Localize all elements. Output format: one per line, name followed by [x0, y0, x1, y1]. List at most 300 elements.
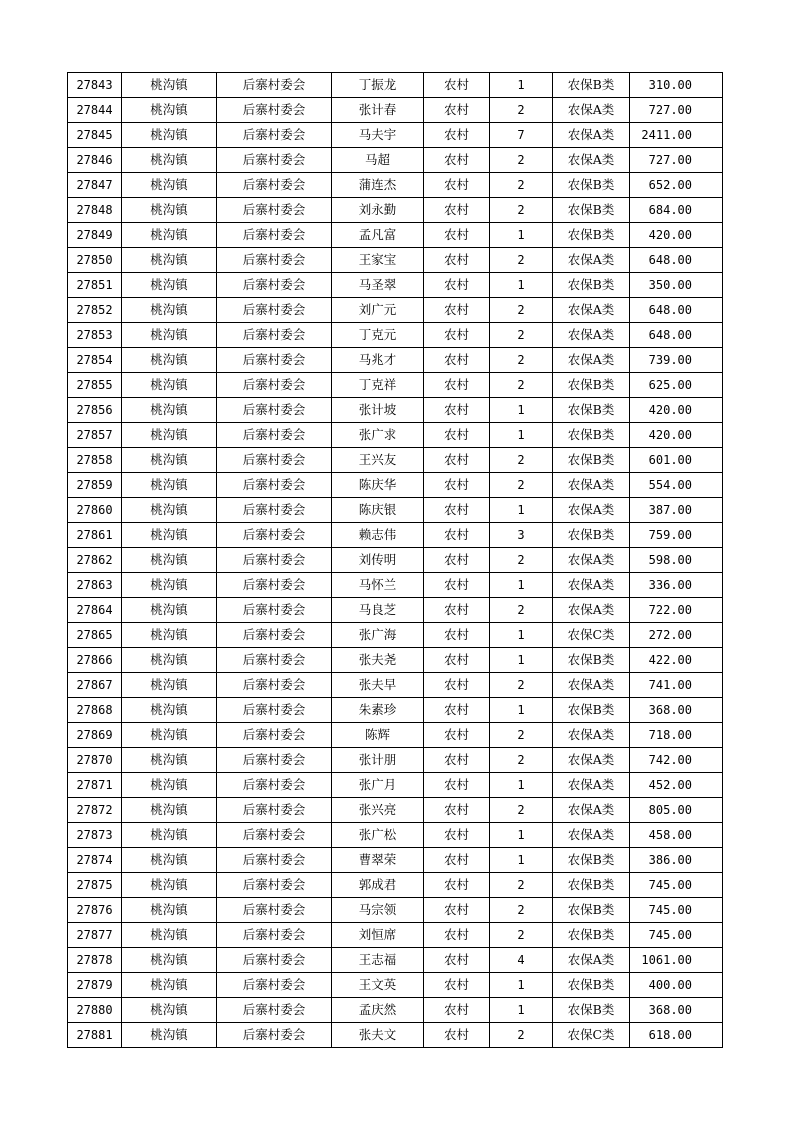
- cell-area-type: 农村: [424, 423, 490, 448]
- cell-record-id: 27877: [68, 923, 122, 948]
- cell-person-name: 郭成君: [332, 873, 424, 898]
- cell-person-name: 朱素珍: [332, 698, 424, 723]
- cell-village-committee: 后寨村委会: [217, 173, 332, 198]
- table-row: [68, 173, 723, 198]
- cell-household-count: 2: [490, 198, 553, 223]
- benefit-table: [67, 72, 723, 1048]
- table-row: [68, 798, 723, 823]
- cell-record-id: 27869: [68, 723, 122, 748]
- cell-amount: 648.00: [630, 323, 723, 348]
- table-row: [68, 573, 723, 598]
- table-row: [68, 548, 723, 573]
- cell-amount: 727.00: [630, 148, 723, 173]
- cell-insurance-category: 农保B类: [553, 648, 630, 673]
- cell-record-id: 27874: [68, 848, 122, 873]
- cell-amount: 400.00: [630, 973, 723, 998]
- cell-area-type: 农村: [424, 273, 490, 298]
- cell-insurance-category: 农保B类: [553, 873, 630, 898]
- cell-village-committee: 后寨村委会: [217, 823, 332, 848]
- cell-household-count: 2: [490, 348, 553, 373]
- cell-village-committee: 后寨村委会: [217, 673, 332, 698]
- cell-area-type: 农村: [424, 298, 490, 323]
- cell-amount: 452.00: [630, 773, 723, 798]
- cell-village-committee: 后寨村委会: [217, 123, 332, 148]
- cell-area-type: 农村: [424, 698, 490, 723]
- cell-town: 桃沟镇: [122, 373, 217, 398]
- cell-insurance-category: 农保B类: [553, 698, 630, 723]
- cell-village-committee: 后寨村委会: [217, 748, 332, 773]
- cell-person-name: 马良芝: [332, 598, 424, 623]
- table-row: [68, 698, 723, 723]
- cell-insurance-category: 农保A类: [553, 773, 630, 798]
- cell-person-name: 刘永勤: [332, 198, 424, 223]
- cell-person-name: 丁克元: [332, 323, 424, 348]
- cell-village-committee: 后寨村委会: [217, 623, 332, 648]
- cell-insurance-category: 农保B类: [553, 523, 630, 548]
- cell-person-name: 孟庆然: [332, 998, 424, 1023]
- cell-town: 桃沟镇: [122, 348, 217, 373]
- cell-record-id: 27881: [68, 1023, 122, 1048]
- cell-town: 桃沟镇: [122, 648, 217, 673]
- cell-area-type: 农村: [424, 248, 490, 273]
- cell-village-committee: 后寨村委会: [217, 348, 332, 373]
- table-row: [68, 1023, 723, 1048]
- cell-area-type: 农村: [424, 848, 490, 873]
- cell-record-id: 27851: [68, 273, 122, 298]
- cell-town: 桃沟镇: [122, 673, 217, 698]
- cell-person-name: 刘传明: [332, 548, 424, 573]
- cell-area-type: 农村: [424, 973, 490, 998]
- cell-insurance-category: 农保A类: [553, 473, 630, 498]
- cell-person-name: 刘广元: [332, 298, 424, 323]
- cell-insurance-category: 农保A类: [553, 673, 630, 698]
- cell-town: 桃沟镇: [122, 473, 217, 498]
- cell-insurance-category: 农保B类: [553, 898, 630, 923]
- table-row: [68, 498, 723, 523]
- cell-insurance-category: 农保A类: [553, 248, 630, 273]
- cell-village-committee: 后寨村委会: [217, 873, 332, 898]
- cell-village-committee: 后寨村委会: [217, 898, 332, 923]
- cell-record-id: 27863: [68, 573, 122, 598]
- cell-village-committee: 后寨村委会: [217, 973, 332, 998]
- cell-area-type: 农村: [424, 548, 490, 573]
- cell-insurance-category: 农保B类: [553, 923, 630, 948]
- cell-amount: 759.00: [630, 523, 723, 548]
- cell-town: 桃沟镇: [122, 898, 217, 923]
- cell-record-id: 27848: [68, 198, 122, 223]
- cell-insurance-category: 农保A类: [553, 123, 630, 148]
- cell-amount: 1061.00: [630, 948, 723, 973]
- table-row: [68, 473, 723, 498]
- cell-town: 桃沟镇: [122, 98, 217, 123]
- cell-area-type: 农村: [424, 198, 490, 223]
- cell-household-count: 2: [490, 748, 553, 773]
- cell-amount: 350.00: [630, 273, 723, 298]
- cell-insurance-category: 农保C类: [553, 623, 630, 648]
- cell-record-id: 27871: [68, 773, 122, 798]
- cell-amount: 745.00: [630, 898, 723, 923]
- cell-household-count: 1: [490, 423, 553, 448]
- table-row: [68, 123, 723, 148]
- cell-town: 桃沟镇: [122, 298, 217, 323]
- cell-town: 桃沟镇: [122, 148, 217, 173]
- cell-person-name: 张兴亮: [332, 798, 424, 823]
- cell-town: 桃沟镇: [122, 423, 217, 448]
- cell-area-type: 农村: [424, 598, 490, 623]
- cell-town: 桃沟镇: [122, 723, 217, 748]
- cell-household-count: 2: [490, 373, 553, 398]
- cell-area-type: 农村: [424, 398, 490, 423]
- cell-record-id: 27855: [68, 373, 122, 398]
- cell-area-type: 农村: [424, 348, 490, 373]
- cell-amount: 648.00: [630, 248, 723, 273]
- cell-household-count: 2: [490, 548, 553, 573]
- cell-village-committee: 后寨村委会: [217, 98, 332, 123]
- cell-household-count: 2: [490, 248, 553, 273]
- cell-amount: 601.00: [630, 448, 723, 473]
- cell-town: 桃沟镇: [122, 523, 217, 548]
- cell-area-type: 农村: [424, 373, 490, 398]
- cell-insurance-category: 农保B类: [553, 423, 630, 448]
- cell-insurance-category: 农保B类: [553, 173, 630, 198]
- cell-amount: 386.00: [630, 848, 723, 873]
- cell-record-id: 27860: [68, 498, 122, 523]
- cell-insurance-category: 农保A类: [553, 298, 630, 323]
- cell-amount: 2411.00: [630, 123, 723, 148]
- cell-insurance-category: 农保A类: [553, 798, 630, 823]
- table-row: [68, 398, 723, 423]
- cell-person-name: 丁克祥: [332, 373, 424, 398]
- cell-person-name: 蒲连杰: [332, 173, 424, 198]
- cell-household-count: 2: [490, 723, 553, 748]
- cell-town: 桃沟镇: [122, 448, 217, 473]
- cell-area-type: 农村: [424, 873, 490, 898]
- cell-village-committee: 后寨村委会: [217, 1023, 332, 1048]
- cell-household-count: 1: [490, 973, 553, 998]
- table-row: [68, 948, 723, 973]
- cell-area-type: 农村: [424, 573, 490, 598]
- cell-village-committee: 后寨村委会: [217, 698, 332, 723]
- cell-amount: 420.00: [630, 398, 723, 423]
- cell-household-count: 2: [490, 298, 553, 323]
- cell-town: 桃沟镇: [122, 873, 217, 898]
- cell-area-type: 农村: [424, 748, 490, 773]
- cell-person-name: 陈庆银: [332, 498, 424, 523]
- cell-town: 桃沟镇: [122, 1023, 217, 1048]
- cell-village-committee: 后寨村委会: [217, 398, 332, 423]
- cell-record-id: 27876: [68, 898, 122, 923]
- cell-record-id: 27865: [68, 623, 122, 648]
- cell-village-committee: 后寨村委会: [217, 323, 332, 348]
- table-row: [68, 98, 723, 123]
- table-row: [68, 73, 723, 98]
- cell-town: 桃沟镇: [122, 623, 217, 648]
- cell-amount: 420.00: [630, 223, 723, 248]
- cell-amount: 336.00: [630, 573, 723, 598]
- cell-person-name: 张计春: [332, 98, 424, 123]
- cell-town: 桃沟镇: [122, 223, 217, 248]
- table-row: [68, 998, 723, 1023]
- cell-household-count: 4: [490, 948, 553, 973]
- cell-village-committee: 后寨村委会: [217, 373, 332, 398]
- cell-person-name: 赖志伟: [332, 523, 424, 548]
- cell-town: 桃沟镇: [122, 573, 217, 598]
- cell-area-type: 农村: [424, 773, 490, 798]
- table-row: [68, 873, 723, 898]
- cell-village-committee: 后寨村委会: [217, 723, 332, 748]
- cell-record-id: 27859: [68, 473, 122, 498]
- cell-area-type: 农村: [424, 148, 490, 173]
- cell-area-type: 农村: [424, 673, 490, 698]
- cell-household-count: 2: [490, 923, 553, 948]
- cell-household-count: 2: [490, 1023, 553, 1048]
- cell-village-committee: 后寨村委会: [217, 798, 332, 823]
- cell-village-committee: 后寨村委会: [217, 273, 332, 298]
- cell-town: 桃沟镇: [122, 698, 217, 723]
- cell-area-type: 农村: [424, 98, 490, 123]
- table-row: [68, 298, 723, 323]
- table-row: [68, 748, 723, 773]
- cell-town: 桃沟镇: [122, 173, 217, 198]
- cell-town: 桃沟镇: [122, 998, 217, 1023]
- cell-area-type: 农村: [424, 448, 490, 473]
- cell-person-name: 张夫早: [332, 673, 424, 698]
- cell-town: 桃沟镇: [122, 773, 217, 798]
- table-row: [68, 148, 723, 173]
- table-row: [68, 898, 723, 923]
- cell-town: 桃沟镇: [122, 198, 217, 223]
- cell-household-count: 1: [490, 848, 553, 873]
- cell-person-name: 王文英: [332, 973, 424, 998]
- cell-town: 桃沟镇: [122, 548, 217, 573]
- cell-insurance-category: 农保A类: [553, 598, 630, 623]
- cell-household-count: 1: [490, 698, 553, 723]
- cell-insurance-category: 农保B类: [553, 198, 630, 223]
- cell-town: 桃沟镇: [122, 323, 217, 348]
- cell-town: 桃沟镇: [122, 73, 217, 98]
- table-row: [68, 923, 723, 948]
- cell-record-id: 27880: [68, 998, 122, 1023]
- table-row: [68, 448, 723, 473]
- cell-village-committee: 后寨村委会: [217, 773, 332, 798]
- cell-area-type: 农村: [424, 73, 490, 98]
- cell-person-name: 王家宝: [332, 248, 424, 273]
- table-row: [68, 248, 723, 273]
- cell-record-id: 27852: [68, 298, 122, 323]
- table-row: [68, 623, 723, 648]
- cell-amount: 458.00: [630, 823, 723, 848]
- cell-insurance-category: 农保A类: [553, 948, 630, 973]
- cell-person-name: 丁振龙: [332, 73, 424, 98]
- cell-area-type: 农村: [424, 923, 490, 948]
- table-row: [68, 648, 723, 673]
- cell-record-id: 27858: [68, 448, 122, 473]
- cell-household-count: 1: [490, 823, 553, 848]
- cell-amount: 625.00: [630, 373, 723, 398]
- cell-record-id: 27861: [68, 523, 122, 548]
- cell-area-type: 农村: [424, 223, 490, 248]
- cell-amount: 310.00: [630, 73, 723, 98]
- cell-record-id: 27866: [68, 648, 122, 673]
- cell-insurance-category: 农保A类: [553, 148, 630, 173]
- cell-town: 桃沟镇: [122, 598, 217, 623]
- cell-insurance-category: 农保A类: [553, 823, 630, 848]
- cell-person-name: 刘恒席: [332, 923, 424, 948]
- cell-person-name: 王兴友: [332, 448, 424, 473]
- cell-village-committee: 后寨村委会: [217, 548, 332, 573]
- cell-insurance-category: 农保B类: [553, 398, 630, 423]
- cell-area-type: 农村: [424, 823, 490, 848]
- cell-person-name: 张广求: [332, 423, 424, 448]
- cell-town: 桃沟镇: [122, 248, 217, 273]
- cell-person-name: 马怀兰: [332, 573, 424, 598]
- cell-village-committee: 后寨村委会: [217, 473, 332, 498]
- cell-household-count: 7: [490, 123, 553, 148]
- cell-amount: 742.00: [630, 748, 723, 773]
- cell-record-id: 27870: [68, 748, 122, 773]
- cell-record-id: 27857: [68, 423, 122, 448]
- cell-insurance-category: 农保B类: [553, 448, 630, 473]
- cell-household-count: 1: [490, 648, 553, 673]
- cell-area-type: 农村: [424, 473, 490, 498]
- cell-household-count: 1: [490, 273, 553, 298]
- cell-town: 桃沟镇: [122, 748, 217, 773]
- cell-area-type: 农村: [424, 523, 490, 548]
- cell-person-name: 张广月: [332, 773, 424, 798]
- cell-amount: 368.00: [630, 998, 723, 1023]
- cell-household-count: 1: [490, 73, 553, 98]
- cell-area-type: 农村: [424, 948, 490, 973]
- cell-town: 桃沟镇: [122, 498, 217, 523]
- cell-village-committee: 后寨村委会: [217, 148, 332, 173]
- cell-household-count: 2: [490, 673, 553, 698]
- cell-amount: 618.00: [630, 1023, 723, 1048]
- cell-record-id: 27867: [68, 673, 122, 698]
- cell-household-count: 1: [490, 773, 553, 798]
- cell-insurance-category: 农保C类: [553, 1023, 630, 1048]
- cell-village-committee: 后寨村委会: [217, 248, 332, 273]
- cell-area-type: 农村: [424, 173, 490, 198]
- cell-household-count: 1: [490, 623, 553, 648]
- table-row: [68, 373, 723, 398]
- cell-insurance-category: 农保B类: [553, 273, 630, 298]
- table-row: [68, 598, 723, 623]
- cell-village-committee: 后寨村委会: [217, 198, 332, 223]
- cell-insurance-category: 农保A类: [553, 498, 630, 523]
- cell-insurance-category: 农保A类: [553, 348, 630, 373]
- cell-amount: 805.00: [630, 798, 723, 823]
- cell-town: 桃沟镇: [122, 273, 217, 298]
- cell-town: 桃沟镇: [122, 948, 217, 973]
- cell-amount: 745.00: [630, 873, 723, 898]
- cell-area-type: 农村: [424, 623, 490, 648]
- cell-household-count: 1: [490, 498, 553, 523]
- cell-insurance-category: 农保A类: [553, 548, 630, 573]
- table-row: [68, 348, 723, 373]
- cell-record-id: 27868: [68, 698, 122, 723]
- cell-household-count: 2: [490, 98, 553, 123]
- cell-household-count: 1: [490, 998, 553, 1023]
- cell-town: 桃沟镇: [122, 923, 217, 948]
- cell-household-count: 3: [490, 523, 553, 548]
- table-row: [68, 423, 723, 448]
- table-row: [68, 823, 723, 848]
- cell-amount: 272.00: [630, 623, 723, 648]
- cell-household-count: 2: [490, 898, 553, 923]
- cell-person-name: 张广松: [332, 823, 424, 848]
- cell-record-id: 27875: [68, 873, 122, 898]
- cell-amount: 745.00: [630, 923, 723, 948]
- table-row: [68, 198, 723, 223]
- cell-area-type: 农村: [424, 648, 490, 673]
- cell-person-name: 陈辉: [332, 723, 424, 748]
- cell-insurance-category: 农保B类: [553, 223, 630, 248]
- cell-household-count: 2: [490, 598, 553, 623]
- cell-village-committee: 后寨村委会: [217, 848, 332, 873]
- cell-amount: 648.00: [630, 298, 723, 323]
- cell-town: 桃沟镇: [122, 848, 217, 873]
- cell-record-id: 27844: [68, 98, 122, 123]
- cell-amount: 718.00: [630, 723, 723, 748]
- table-row: [68, 323, 723, 348]
- cell-area-type: 农村: [424, 798, 490, 823]
- cell-town: 桃沟镇: [122, 798, 217, 823]
- cell-insurance-category: 农保B类: [553, 848, 630, 873]
- cell-record-id: 27846: [68, 148, 122, 173]
- table-row: [68, 223, 723, 248]
- cell-person-name: 马超: [332, 148, 424, 173]
- cell-household-count: 2: [490, 873, 553, 898]
- cell-area-type: 农村: [424, 723, 490, 748]
- table-row: [68, 273, 723, 298]
- cell-person-name: 曹翠荣: [332, 848, 424, 873]
- cell-insurance-category: 农保A类: [553, 723, 630, 748]
- cell-record-id: 27864: [68, 598, 122, 623]
- table-row: [68, 973, 723, 998]
- cell-person-name: 张广海: [332, 623, 424, 648]
- cell-record-id: 27873: [68, 823, 122, 848]
- cell-insurance-category: 农保B类: [553, 73, 630, 98]
- cell-household-count: 2: [490, 148, 553, 173]
- cell-household-count: 2: [490, 173, 553, 198]
- cell-area-type: 农村: [424, 1023, 490, 1048]
- cell-area-type: 农村: [424, 323, 490, 348]
- cell-village-committee: 后寨村委会: [217, 423, 332, 448]
- cell-person-name: 陈庆华: [332, 473, 424, 498]
- table-body: [68, 73, 723, 1048]
- cell-person-name: 张计坡: [332, 398, 424, 423]
- cell-village-committee: 后寨村委会: [217, 923, 332, 948]
- cell-amount: 598.00: [630, 548, 723, 573]
- cell-village-committee: 后寨村委会: [217, 498, 332, 523]
- cell-village-committee: 后寨村委会: [217, 73, 332, 98]
- cell-area-type: 农村: [424, 498, 490, 523]
- cell-amount: 684.00: [630, 198, 723, 223]
- cell-village-committee: 后寨村委会: [217, 573, 332, 598]
- cell-amount: 420.00: [630, 423, 723, 448]
- cell-household-count: 2: [490, 798, 553, 823]
- cell-person-name: 马兆才: [332, 348, 424, 373]
- cell-insurance-category: 农保B类: [553, 973, 630, 998]
- cell-amount: 422.00: [630, 648, 723, 673]
- cell-insurance-category: 农保A类: [553, 748, 630, 773]
- cell-person-name: 马圣翠: [332, 273, 424, 298]
- cell-record-id: 27856: [68, 398, 122, 423]
- cell-town: 桃沟镇: [122, 123, 217, 148]
- table-row: [68, 523, 723, 548]
- cell-record-id: 27849: [68, 223, 122, 248]
- table-row: [68, 848, 723, 873]
